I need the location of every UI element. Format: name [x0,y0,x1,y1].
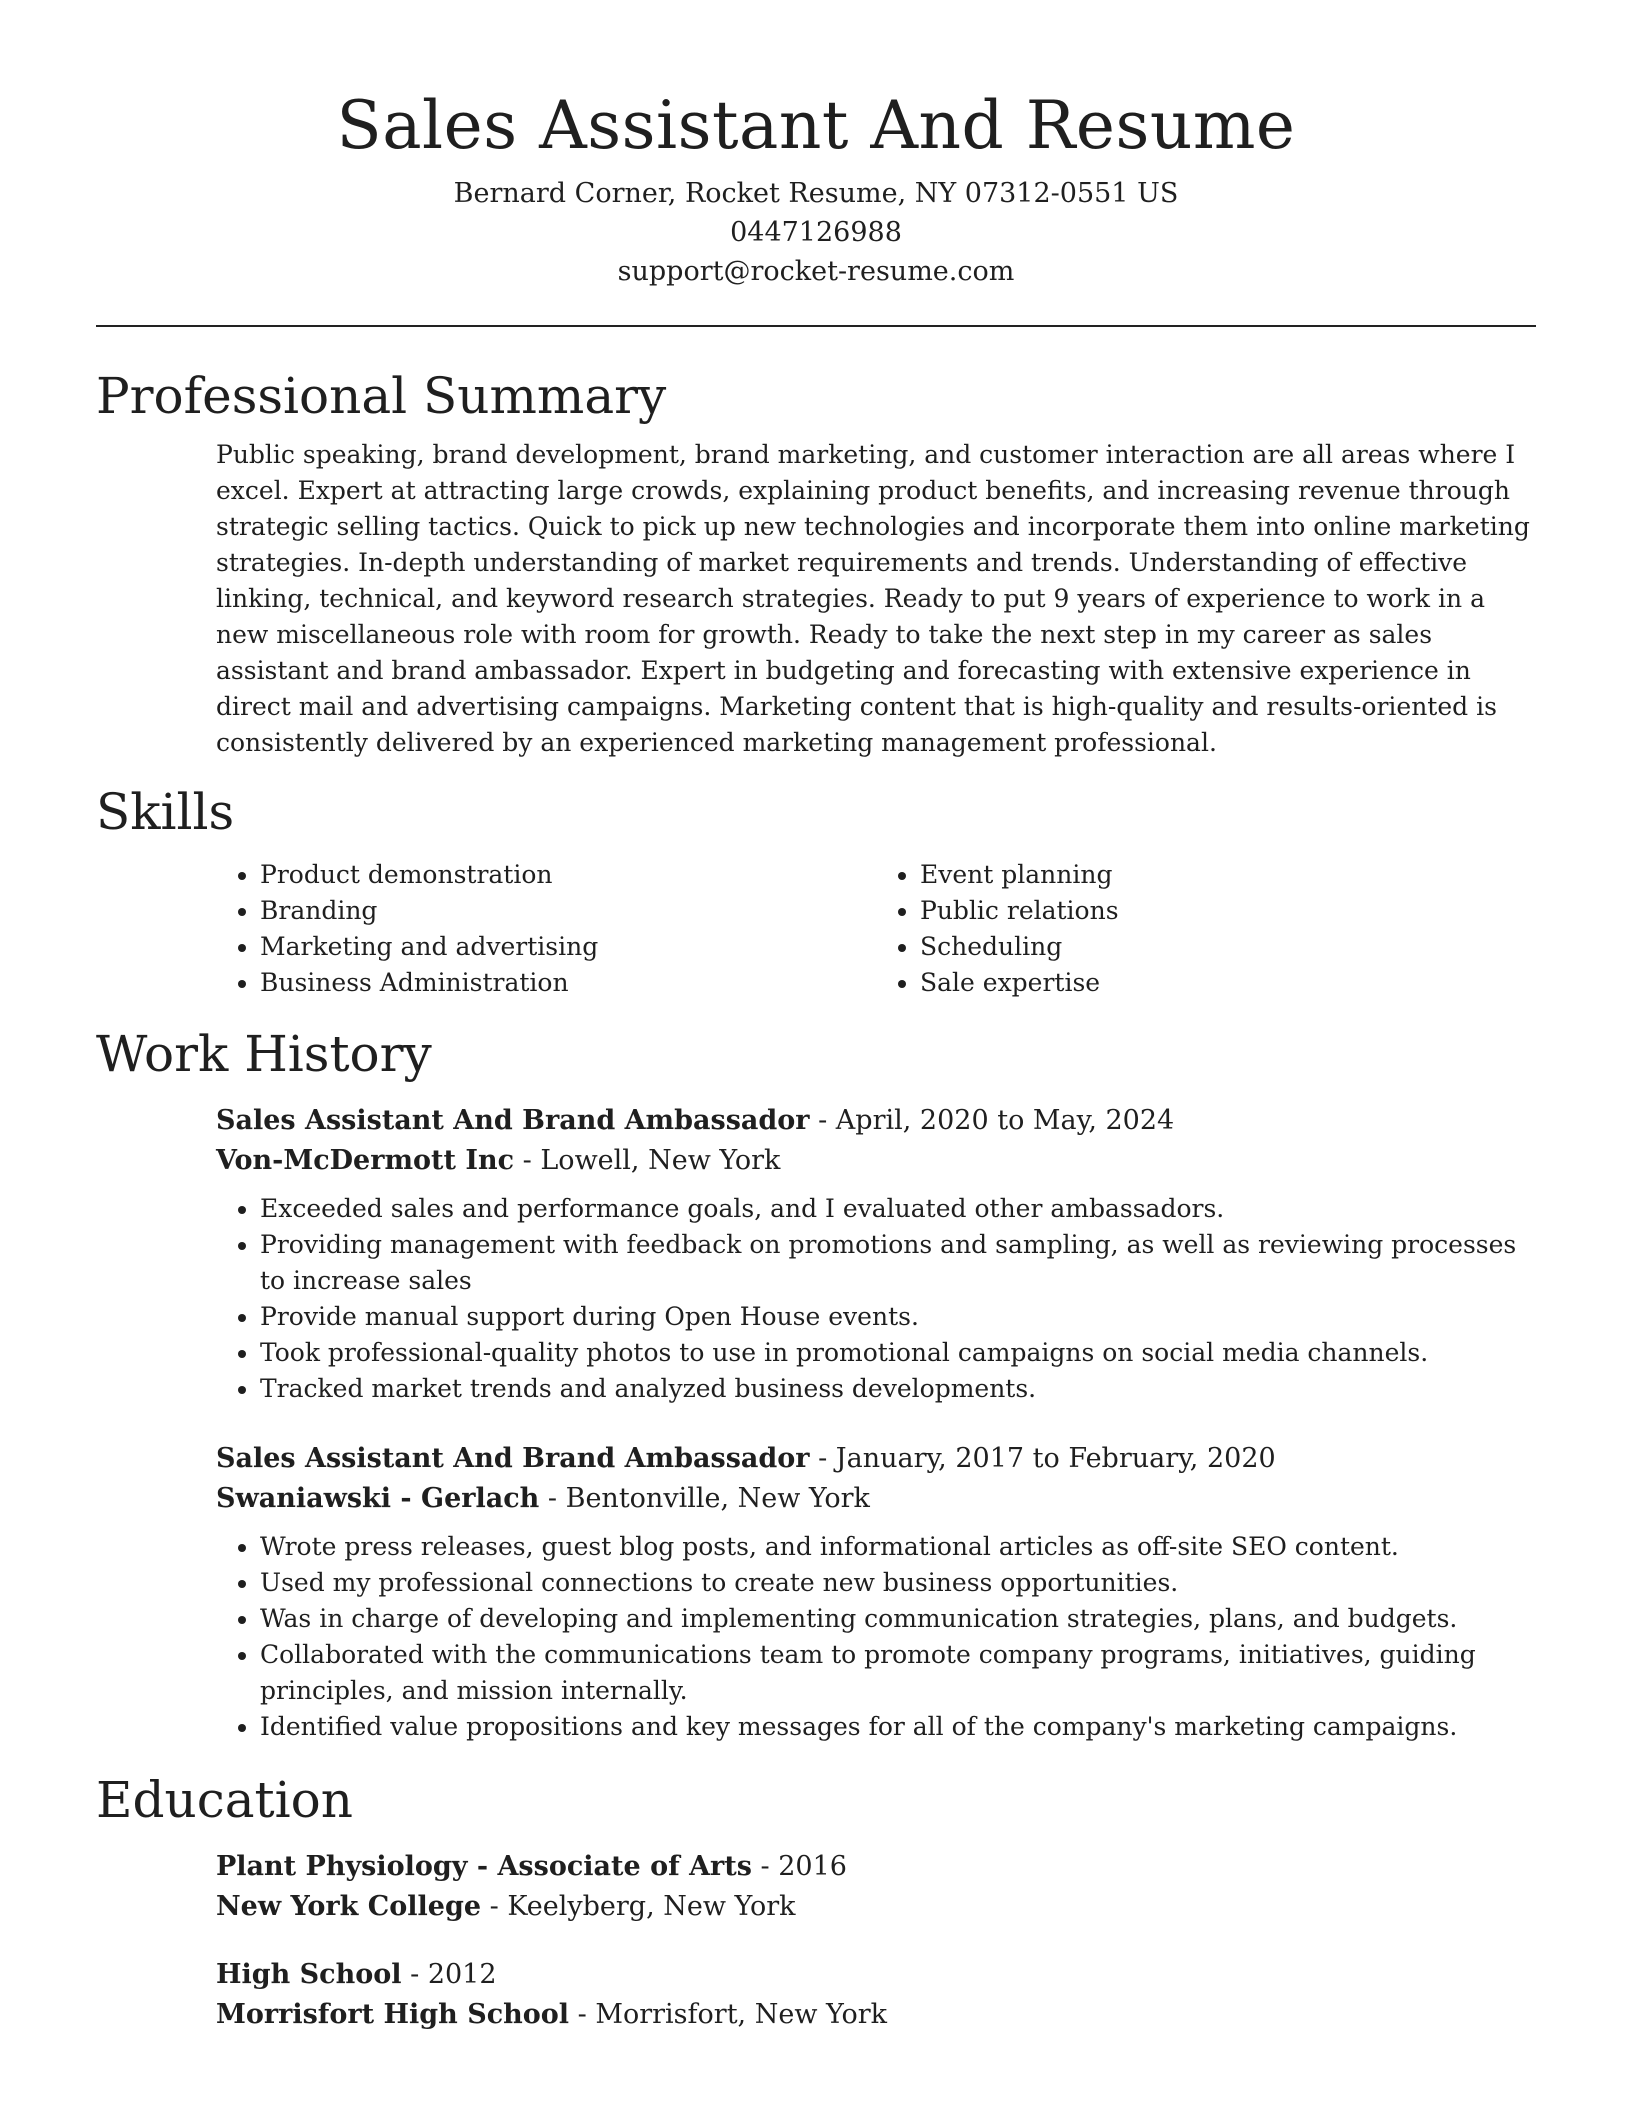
skills-heading: Skills [96,783,235,841]
skills-right-list [876,857,1536,1001]
education-program-line [216,1955,1536,1995]
job-location: - Lowell, New York [514,1145,781,1176]
skill-item: • Marketing and advertising [260,929,876,965]
skills-section [96,779,1536,1001]
job-company: Swaniawski - Gerlach [216,1483,540,1514]
job-bullets [216,1529,1536,1745]
job-role: Sales Assistant And Brand Ambassador [216,1105,810,1136]
job-company: Von-McDermott Inc [216,1145,515,1176]
education-year: - 2016 [751,1851,847,1882]
education-school: Morrisfort High School [216,1999,570,2030]
job-bullet: • Providing management with feedback on promotions and sampling, as well as reviewing processes to increase sales [260,1227,1536,1299]
education-entry [96,1955,1536,2035]
job-title-line [216,1101,1536,1141]
job-company-line [216,1479,1536,1519]
education-year: - 2012 [401,1959,497,1990]
education-program: Plant Physiology - Associate of Arts [216,1851,752,1882]
work-section [96,1021,1536,1745]
skill-item: • Sale expertise [920,965,1536,1001]
summary-text: Public speaking, brand development, brand marketing, and customer interaction are all areas where I excel. Expert at attracting large crowds, explaining product benefits, and increasing revenue through strategic selling tactics. Quick to pick up new technologies and incorporate them into online marketing strategies. In-depth understanding of market requirements and trends. Understanding of effective linking, technical, and keyword research strategies. Ready to put 9 years of experience to work in a new miscellaneous role with room for growth. Ready to take the next step in my career as sales assistant and brand ambassador. Expert in budgeting and forecasting with extensive experience in direct mail and advertising campaigns. Marketing content that is high-quality and results-oriented is consistently delivered by an experienced marketing management professional. [216,440,1530,757]
education-program-line [216,1847,1536,1887]
education-school-line [216,1995,1536,2035]
summary-section [96,363,1536,761]
contact-block [96,174,1536,291]
job-bullet: • Was in charge of developing and implementing communication strategies, plans, and budgets. [260,1601,1536,1637]
job-location: - Bentonville, New York [539,1483,870,1514]
education-heading: Education [96,1771,353,1829]
contact-address: Bernard Corner, Rocket Resume, NY 07312-0551 US [453,178,1179,209]
summary-heading: Professional Summary [96,367,667,425]
skill-item: • Product demonstration [260,857,876,893]
job-entry [96,1439,1536,1745]
job-title-line [216,1439,1536,1479]
job-dates: - January, 2017 to February, 2020 [809,1443,1276,1474]
resume-title: Sales Assistant And Resume [336,87,1296,164]
skill-item: • Business Administration [260,965,876,1001]
skill-item: • Scheduling [920,929,1536,965]
header-divider [96,325,1536,327]
skills-columns [216,857,1536,1001]
skill-item: • Public relations [920,893,1536,929]
skill-item: • Event planning [920,857,1536,893]
skills-left-list [216,857,876,1001]
job-bullet: • Took professional-quality photos to use in promotional campaigns on social media channels. [260,1335,1536,1371]
job-bullet: • Used my professional connections to create new business opportunities. [260,1565,1536,1601]
education-school: New York College [216,1891,482,1922]
education-program: High School [216,1959,402,1990]
education-school-line [216,1887,1536,1927]
work-heading: Work History [96,1025,432,1083]
education-entry [96,1847,1536,1927]
education-location: - Keelyberg, New York [481,1891,796,1922]
job-dates: - April, 2020 to May, 2024 [809,1105,1175,1136]
job-bullet: • Tracked market trends and analyzed business developments. [260,1371,1536,1407]
job-role: Sales Assistant And Brand Ambassador [216,1443,810,1474]
job-bullet: • Identified value propositions and key messages for all of the company's marketing campaigns. [260,1709,1536,1745]
job-bullet: • Provide manual support during Open House events. [260,1299,1536,1335]
skill-item: • Branding [260,893,876,929]
job-company-line [216,1141,1536,1181]
job-bullet: • Wrote press releases, guest blog posts, and informational articles as off-site SEO content. [260,1529,1536,1565]
contact-email: support@rocket-resume.com [617,256,1015,287]
contact-phone: 0447126988 [730,217,902,248]
job-bullet: • Exceeded sales and performance goals, and I evaluated other ambassadors. [260,1191,1536,1227]
job-bullet: • Collaborated with the communications team to promote company programs, initiatives, guiding principles, and mission internally. [260,1637,1536,1709]
job-bullets [216,1191,1536,1407]
education-location: - Morrisfort, New York [569,1999,888,2030]
education-section [96,1767,1536,2035]
job-entry [96,1101,1536,1407]
